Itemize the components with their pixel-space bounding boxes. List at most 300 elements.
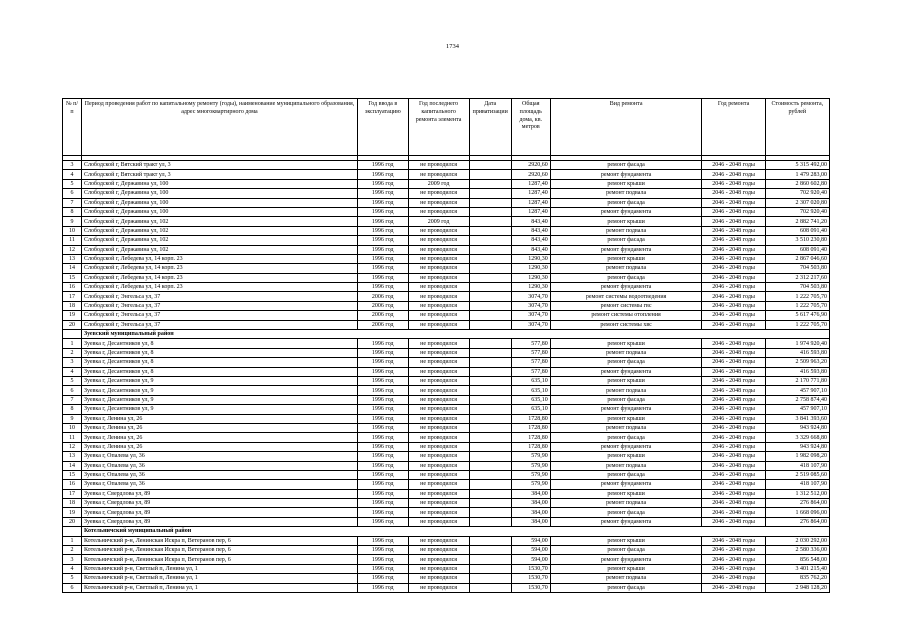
- cell-privatization: [469, 301, 511, 310]
- cell-last-repair: не проводился: [408, 489, 469, 498]
- cell-repair-type: ремонт фасада: [550, 236, 702, 245]
- cell-privatization: [469, 386, 511, 395]
- cell-cost: 5 617 476,90: [765, 311, 829, 320]
- cell-privatization: [469, 264, 511, 273]
- cell-num: 4: [63, 564, 82, 573]
- cell-area: 577,80: [511, 358, 550, 367]
- cell-cost: 418 107,90: [765, 461, 829, 470]
- table-row: [63, 517, 830, 526]
- header-area: Общая площадь дома, кв. метров: [511, 99, 550, 156]
- cell-last-repair: не проводился: [408, 461, 469, 470]
- table-row: [63, 433, 830, 442]
- cell-cost: 457 907,10: [765, 405, 829, 414]
- table-row: [63, 179, 830, 188]
- cell-address: Зуевка г, Десантников ул, 8: [81, 358, 357, 367]
- cell-repair-year: 2046 - 2048 годы: [702, 320, 765, 329]
- cell-address: Котельничский р-н, Ленинская Искра п, Ветеранов пер, 6: [81, 546, 357, 555]
- cell-last-repair: не проводился: [408, 499, 469, 508]
- cell-repair-year: 2046 - 2048 годы: [702, 217, 765, 226]
- cell-num: 19: [63, 508, 82, 517]
- cell-repair-year: 2046 - 2048 годы: [702, 574, 765, 583]
- table-header: [63, 99, 830, 156]
- cell-year-built: 1996 год: [357, 414, 408, 423]
- cell-num: 3: [63, 358, 82, 367]
- cell-cost: 2 307 020,80: [765, 198, 829, 207]
- cell-num: 8: [63, 207, 82, 216]
- cell-repair-year: 2046 - 2048 годы: [702, 358, 765, 367]
- table-row: [63, 311, 830, 320]
- cell-last-repair: не проводился: [408, 170, 469, 179]
- cell-repair-year: 2046 - 2048 годы: [702, 161, 765, 170]
- cell-privatization: [469, 546, 511, 555]
- cell-year-built: 2006 год: [357, 311, 408, 320]
- cell-privatization: [469, 470, 511, 479]
- table-row: [63, 452, 830, 461]
- cell-privatization: [469, 170, 511, 179]
- cell-area: 1287,40: [511, 198, 550, 207]
- cell-cost: 2 509 963,20: [765, 358, 829, 367]
- cell-year-built: 1996 год: [357, 179, 408, 188]
- cell-privatization: [469, 555, 511, 564]
- cell-address: Котельничский р-н, Светлый п, Ленина ул, 1: [81, 564, 357, 573]
- cell-area: 384,00: [511, 499, 550, 508]
- cell-repair-year: 2046 - 2048 годы: [702, 292, 765, 301]
- cell-area: 1728,80: [511, 423, 550, 432]
- cell-year-built: 1996 год: [357, 170, 408, 179]
- cell-repair-type: ремонт фасада: [550, 358, 702, 367]
- cell-num: 16: [63, 283, 82, 292]
- cell-repair-year: 2046 - 2048 годы: [702, 245, 765, 254]
- cell-last-repair: не проводился: [408, 442, 469, 451]
- cell-area: 384,00: [511, 517, 550, 526]
- table-row: [63, 470, 830, 479]
- cell-last-repair: не проводился: [408, 386, 469, 395]
- cell-cost: 3 401 215,40: [765, 564, 829, 573]
- cell-privatization: [469, 273, 511, 282]
- cell-cost: 1 974 920,40: [765, 339, 829, 348]
- cell-repair-type: ремонт крыши: [550, 536, 702, 545]
- cell-privatization: [469, 499, 511, 508]
- cell-address: Зуевка г, Свердлова ул, 89: [81, 508, 357, 517]
- cell-year-built: 1996 год: [357, 264, 408, 273]
- cell-year-built: 1996 год: [357, 189, 408, 198]
- cell-cost: 943 924,80: [765, 423, 829, 432]
- cell-area: 3074,70: [511, 292, 550, 301]
- cell-cost: 835 762,20: [765, 574, 829, 583]
- cell-address: Зуевка г, Десантников ул, 8: [81, 339, 357, 348]
- table-row: [63, 367, 830, 376]
- cell-year-built: 1996 год: [357, 574, 408, 583]
- cell-cost: 943 924,80: [765, 442, 829, 451]
- cell-year-built: 1996 год: [357, 207, 408, 216]
- cell-privatization: [469, 189, 511, 198]
- cell-last-repair: не проводился: [408, 236, 469, 245]
- table-row: [63, 546, 830, 555]
- cell-privatization: [469, 489, 511, 498]
- table-row: [63, 236, 830, 245]
- cell-repair-year: 2046 - 2048 годы: [702, 367, 765, 376]
- cell-repair-type: ремонт фасада: [550, 508, 702, 517]
- cell-repair-year: 2046 - 2048 годы: [702, 414, 765, 423]
- cell-repair-type: ремонт подвала: [550, 189, 702, 198]
- cell-last-repair: не проводился: [408, 517, 469, 526]
- cell-address: Зуевка г, Десантников ул, 8: [81, 367, 357, 376]
- cell-repair-type: ремонт подвала: [550, 461, 702, 470]
- cell-year-built: 1996 год: [357, 198, 408, 207]
- cell-cost: 856 548,00: [765, 555, 829, 564]
- cell-num: 6: [63, 386, 82, 395]
- cell-num: 7: [63, 198, 82, 207]
- cell-last-repair: не проводился: [408, 452, 469, 461]
- cell-year-built: 1996 год: [357, 423, 408, 432]
- cell-num: 7: [63, 395, 82, 404]
- cell-privatization: [469, 376, 511, 385]
- cell-privatization: [469, 358, 511, 367]
- cell-num: 10: [63, 423, 82, 432]
- cell-privatization: [469, 207, 511, 216]
- table-row: [63, 499, 830, 508]
- cell-repair-year: 2046 - 2048 годы: [702, 170, 765, 179]
- cell-year-built: 1996 год: [357, 283, 408, 292]
- cell-area: 594,00: [511, 555, 550, 564]
- cell-last-repair: не проводился: [408, 574, 469, 583]
- cell-address: Слободской г, Державина ул, 100: [81, 189, 357, 198]
- cell-repair-type: ремонт фасада: [550, 583, 702, 592]
- cell-cost: 1 222 705,70: [765, 292, 829, 301]
- cell-repair-type: ремонт крыши: [550, 452, 702, 461]
- cell-privatization: [469, 367, 511, 376]
- cell-privatization: [469, 254, 511, 263]
- cell-repair-year: 2046 - 2048 годы: [702, 395, 765, 404]
- cell-repair-year: 2046 - 2048 годы: [702, 254, 765, 263]
- cell-repair-year: 2046 - 2048 годы: [702, 470, 765, 479]
- cell-repair-year: 2046 - 2048 годы: [702, 301, 765, 310]
- cell-repair-year: 2046 - 2048 годы: [702, 386, 765, 395]
- cell-repair-type: ремонт фундамента: [550, 245, 702, 254]
- cell-year-built: 1996 год: [357, 517, 408, 526]
- cell-privatization: [469, 339, 511, 348]
- cell-privatization: [469, 395, 511, 404]
- table-row: [63, 564, 830, 573]
- cell-repair-type: ремонт фасада: [550, 395, 702, 404]
- cell-num: 11: [63, 236, 82, 245]
- cell-year-built: 2006 год: [357, 320, 408, 329]
- table-row: [63, 348, 830, 357]
- cell-repair-type: ремонт фасада: [550, 273, 702, 282]
- cell-repair-type: ремонт подвала: [550, 226, 702, 235]
- cell-last-repair: не проводился: [408, 405, 469, 414]
- cell-num: 2: [63, 546, 82, 555]
- cell-repair-type: ремонт фундамента: [550, 480, 702, 489]
- cell-cost: 2 948 128,20: [765, 583, 829, 592]
- cell-area: 384,00: [511, 489, 550, 498]
- cell-address: Слободской г, Державина ул, 102: [81, 245, 357, 254]
- cell-last-repair: не проводился: [408, 536, 469, 545]
- cell-repair-type: ремонт фасада: [550, 161, 702, 170]
- cell-repair-year: 2046 - 2048 годы: [702, 555, 765, 564]
- cell-address: Зуевка г, Свердлова ул, 89: [81, 517, 357, 526]
- cell-last-repair: не проводился: [408, 245, 469, 254]
- cell-last-repair: не проводился: [408, 555, 469, 564]
- cell-area: 594,00: [511, 536, 550, 545]
- cell-privatization: [469, 433, 511, 442]
- cell-privatization: [469, 292, 511, 301]
- cell-cost: 276 864,00: [765, 499, 829, 508]
- table-row: [63, 414, 830, 423]
- cell-area: 3074,70: [511, 301, 550, 310]
- cell-repair-type: ремонт подвала: [550, 348, 702, 357]
- page-number: 1734: [446, 43, 459, 50]
- cell-num: 6: [63, 189, 82, 198]
- cell-last-repair: не проводился: [408, 226, 469, 235]
- cell-repair-type: ремонт фундамента: [550, 283, 702, 292]
- cell-privatization: [469, 236, 511, 245]
- cell-address: Слободской г, Лебедева ул, 14 корп. 23: [81, 283, 357, 292]
- cell-year-built: 1996 год: [357, 217, 408, 226]
- cell-repair-year: 2046 - 2048 годы: [702, 564, 765, 573]
- cell-area: 577,80: [511, 339, 550, 348]
- cell-last-repair: не проводился: [408, 367, 469, 376]
- cell-repair-year: 2046 - 2048 годы: [702, 423, 765, 432]
- cell-repair-type: ремонт крыши: [550, 564, 702, 573]
- cell-address: Зуевка г, Опалева ул, 36: [81, 470, 357, 479]
- cell-address: Слободской г, Лебедева ул, 14 корп. 23: [81, 254, 357, 263]
- table-row: [63, 226, 830, 235]
- cell-cost: 1 982 098,20: [765, 452, 829, 461]
- cell-cost: 704 503,80: [765, 264, 829, 273]
- cell-cost: 704 503,80: [765, 283, 829, 292]
- cell-repair-year: 2046 - 2048 годы: [702, 536, 765, 545]
- section-title: Зуевский муниципальный район: [81, 330, 829, 339]
- cell-year-built: 2006 год: [357, 292, 408, 301]
- cell-repair-year: 2046 - 2048 годы: [702, 461, 765, 470]
- cell-address: Котельничский р-н, Ленинская Искра п, Ветеранов пер, 6: [81, 536, 357, 545]
- cell-area: 579,90: [511, 470, 550, 479]
- cell-address: Слободской г, Энгельса ул, 37: [81, 311, 357, 320]
- cell-last-repair: не проводился: [408, 564, 469, 573]
- cell-cost: 3 510 230,80: [765, 236, 829, 245]
- cell-area: 1728,80: [511, 433, 550, 442]
- table-row: [63, 555, 830, 564]
- cell-num: 4: [63, 367, 82, 376]
- cell-area: 1728,80: [511, 442, 550, 451]
- cell-area: 843,40: [511, 236, 550, 245]
- cell-address: Слободской г, Энгельса ул, 37: [81, 292, 357, 301]
- header-year-built: Год ввода в эксплуатацию: [357, 99, 408, 156]
- cell-privatization: [469, 226, 511, 235]
- cell-year-built: 1996 год: [357, 546, 408, 555]
- cell-last-repair: не проводился: [408, 311, 469, 320]
- cell-address: Слободской г, Державина ул, 100: [81, 198, 357, 207]
- cell-address: Слободской г, Державина ул, 102: [81, 236, 357, 245]
- cell-year-built: 1996 год: [357, 433, 408, 442]
- table-row: [63, 283, 830, 292]
- header-repair-type: Вид ремонта: [550, 99, 702, 156]
- table-row: [63, 583, 830, 592]
- cell-area: 2920,60: [511, 170, 550, 179]
- table-row: [63, 508, 830, 517]
- cell-cost: 2 758 874,40: [765, 395, 829, 404]
- table-row: [63, 264, 830, 273]
- cell-repair-type: ремонт подвала: [550, 386, 702, 395]
- cell-num: 5: [63, 574, 82, 583]
- cell-repair-year: 2046 - 2048 годы: [702, 273, 765, 282]
- header-repair-year: Год ремонта: [702, 99, 765, 156]
- cell-address: Котельничский р-н, Светлый п, Ленина ул, 1: [81, 574, 357, 583]
- table-row: [63, 405, 830, 414]
- cell-repair-year: 2046 - 2048 годы: [702, 283, 765, 292]
- table-row: [63, 442, 830, 451]
- table-row: [63, 574, 830, 583]
- cell-year-built: 1996 год: [357, 536, 408, 545]
- cell-last-repair: не проводился: [408, 301, 469, 310]
- cell-area: 579,90: [511, 480, 550, 489]
- cell-year-built: 1996 год: [357, 480, 408, 489]
- cell-address: Зуевка г, Десантников ул, 8: [81, 348, 357, 357]
- cell-cost: 457 907,10: [765, 386, 829, 395]
- cell-area: 2920,60: [511, 161, 550, 170]
- cell-cost: 1 222 705,70: [765, 320, 829, 329]
- cell-cost: 1 479 283,00: [765, 170, 829, 179]
- cell-repair-type: ремонт крыши: [550, 179, 702, 188]
- cell-cost: 2 170 771,80: [765, 376, 829, 385]
- cell-last-repair: не проводился: [408, 470, 469, 479]
- cell-last-repair: не проводился: [408, 395, 469, 404]
- cell-last-repair: не проводился: [408, 546, 469, 555]
- cell-repair-type: ремонт системы водоотведения: [550, 292, 702, 301]
- cell-repair-year: 2046 - 2048 годы: [702, 583, 765, 592]
- cell-cost: 276 864,00: [765, 517, 829, 526]
- cell-area: 1290,30: [511, 264, 550, 273]
- cell-repair-year: 2046 - 2048 годы: [702, 264, 765, 273]
- cell-repair-year: 2046 - 2048 годы: [702, 198, 765, 207]
- cell-num: 1: [63, 339, 82, 348]
- cell-cost: 1 312 512,00: [765, 489, 829, 498]
- cell-area: 635,10: [511, 386, 550, 395]
- cell-area: 1287,40: [511, 179, 550, 188]
- cell-repair-type: ремонт крыши: [550, 414, 702, 423]
- cell-num: 13: [63, 254, 82, 263]
- cell-year-built: 1996 год: [357, 405, 408, 414]
- table-row: [63, 536, 830, 545]
- cell-last-repair: не проводился: [408, 254, 469, 263]
- table-row: [63, 245, 830, 254]
- cell-area: 843,40: [511, 217, 550, 226]
- cell-privatization: [469, 405, 511, 414]
- cell-address: Зуевка г, Десантников ул, 9: [81, 405, 357, 414]
- cell-last-repair: не проводился: [408, 358, 469, 367]
- cell-area: 635,10: [511, 395, 550, 404]
- cell-num: 2: [63, 348, 82, 357]
- cell-repair-type: ремонт подвала: [550, 264, 702, 273]
- cell-repair-type: ремонт фасада: [550, 198, 702, 207]
- cell-cost: 1 222 705,70: [765, 301, 829, 310]
- cell-repair-type: ремонт фундамента: [550, 170, 702, 179]
- cell-address: Зуевка г, Десантников ул, 9: [81, 376, 357, 385]
- cell-privatization: [469, 161, 511, 170]
- cell-privatization: [469, 348, 511, 357]
- cell-last-repair: не проводился: [408, 348, 469, 357]
- cell-num: 13: [63, 452, 82, 461]
- cell-area: 1530,70: [511, 583, 550, 592]
- header-last-repair: Год последнего капитального ремонта элемента: [408, 99, 469, 156]
- cell-repair-year: 2046 - 2048 годы: [702, 508, 765, 517]
- cell-last-repair: не проводился: [408, 480, 469, 489]
- cell-repair-type: ремонт подвала: [550, 423, 702, 432]
- cell-num: 10: [63, 226, 82, 235]
- table-row: [63, 170, 830, 179]
- cell-num: 1: [63, 536, 82, 545]
- cell-repair-year: 2046 - 2048 годы: [702, 452, 765, 461]
- table-row: [63, 489, 830, 498]
- cell-year-built: 1996 год: [357, 555, 408, 564]
- cell-area: 1530,70: [511, 564, 550, 573]
- cell-year-built: 1996 год: [357, 583, 408, 592]
- cell-num: 15: [63, 273, 82, 282]
- cell-privatization: [469, 423, 511, 432]
- cell-address: Зуевка г, Свердлова ул, 89: [81, 489, 357, 498]
- cell-cost: 2 867 046,60: [765, 254, 829, 263]
- cell-last-repair: не проводился: [408, 198, 469, 207]
- cell-area: 384,00: [511, 508, 550, 517]
- cell-last-repair: не проводился: [408, 583, 469, 592]
- cell-repair-type: ремонт фундамента: [550, 555, 702, 564]
- table-row: [63, 358, 830, 367]
- cell-year-built: 1996 год: [357, 508, 408, 517]
- cell-repair-year: 2046 - 2048 годы: [702, 517, 765, 526]
- cell-last-repair: 2009 год: [408, 217, 469, 226]
- cell-last-repair: не проводился: [408, 273, 469, 282]
- cell-year-built: 1996 год: [357, 273, 408, 282]
- cell-repair-type: ремонт подвала: [550, 499, 702, 508]
- cell-privatization: [469, 564, 511, 573]
- header-cost: Стоимость ремонта, рублей: [765, 99, 829, 156]
- section-title: Котельничский муниципальный район: [81, 527, 829, 536]
- cell-privatization: [469, 480, 511, 489]
- cell-year-built: 1996 год: [357, 489, 408, 498]
- cell-area: 1287,40: [511, 207, 550, 216]
- cell-repair-year: 2046 - 2048 годы: [702, 348, 765, 357]
- cell-repair-type: ремонт фундамента: [550, 207, 702, 216]
- cell-repair-type: ремонт фундамента: [550, 405, 702, 414]
- cell-address: Слободской г, Вятский тракт ул, 3: [81, 170, 357, 179]
- cell-num: 11: [63, 433, 82, 442]
- cell-num: 17: [63, 292, 82, 301]
- cell-year-built: 1996 год: [357, 339, 408, 348]
- cell-cost: 3 329 668,80: [765, 433, 829, 442]
- cell-num: 20: [63, 517, 82, 526]
- section-row: [63, 330, 830, 339]
- cell-area: 577,80: [511, 367, 550, 376]
- cell-year-built: 2006 год: [357, 301, 408, 310]
- table-row: [63, 376, 830, 385]
- cell-repair-type: ремонт системы хвс: [550, 320, 702, 329]
- cell-repair-year: 2046 - 2048 годы: [702, 376, 765, 385]
- cell-privatization: [469, 517, 511, 526]
- table-row: [63, 386, 830, 395]
- cell-address: Слободской г, Державина ул, 102: [81, 226, 357, 235]
- cell-repair-year: 2046 - 2048 годы: [702, 311, 765, 320]
- cell-cost: 3 841 393,60: [765, 414, 829, 423]
- cell-num: 9: [63, 414, 82, 423]
- cell-year-built: 1996 год: [357, 161, 408, 170]
- cell-area: 843,40: [511, 226, 550, 235]
- cell-num: 3: [63, 555, 82, 564]
- cell-address: Слободской г, Энгельса ул, 37: [81, 320, 357, 329]
- table-row: [63, 301, 830, 310]
- cell-address: Котельничский р-н, Ленинская Искра п, Ветеранов пер, 6: [81, 555, 357, 564]
- cell-last-repair: не проводился: [408, 433, 469, 442]
